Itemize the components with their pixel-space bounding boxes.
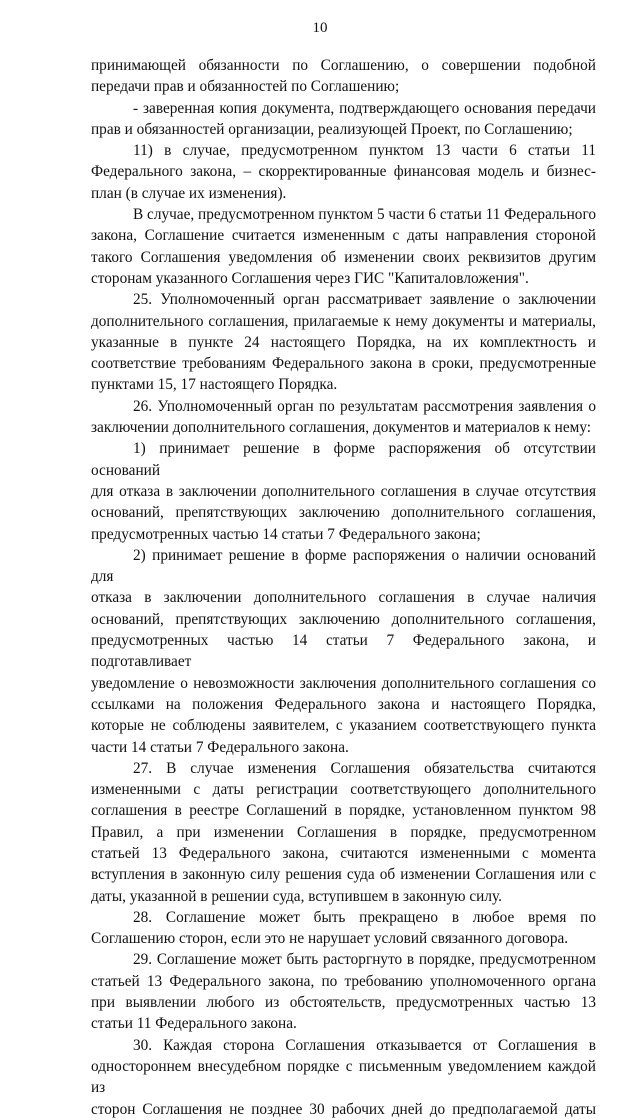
paragraph-line: дополнительного соглашения, прилагаемые к нему документы и материалы, — [91, 312, 596, 330]
paragraph-line: части 14 статьи 7 Федерального закона. — [91, 738, 349, 756]
paragraph-line: Федерального закона, – скорректированные финансовая модель и бизнес- — [91, 163, 596, 181]
paragraph-line: одностороннем внесудебном порядке с письменным уведомлением каждой из — [91, 1057, 596, 1097]
paragraph-line: для отказа в заключении дополнительного соглашения в случае отсутствия — [91, 482, 596, 500]
paragraph-line: статьи 11 Федерального закона. — [91, 1015, 297, 1033]
paragraph-line: предусмотренных частью 14 статьи 7 Федерального закона; — [91, 525, 481, 543]
paragraph-line: закона, Соглашение считается измененным с даты направления стороной — [91, 227, 596, 245]
paragraph-line: статьей 13 Федерального закона, считаются измененными с момента — [91, 844, 596, 862]
paragraph-line: Соглашению сторон, если это не нарушает условий связанного договора. — [91, 930, 569, 948]
paragraph-line: которые не соблюдены заявителем, с указанием соответствующего пункта — [91, 717, 596, 735]
paragraph-line: 1) принимает решение в форме распоряжения об отсутствии оснований — [91, 440, 596, 479]
paragraph-line: 26. Уполномоченный орган по результатам рассмотрения заявления о — [133, 397, 596, 415]
paragraph-line: при выявлении любого из обстоятельств, предусмотренных частью 13 — [91, 994, 596, 1012]
paragraph-line: оснований, препятствующих заключению дополнительного соглашения, — [91, 610, 596, 628]
paragraph-line: В случае, предусмотренном пунктом 5 части 6 статьи 11 Федерального — [133, 206, 596, 224]
paragraph-line: пунктами 15, 17 настоящего Порядка. — [91, 376, 338, 394]
paragraph-line: передачи прав и обязанностей по Соглашению; — [91, 78, 400, 96]
paragraph-line: соглашения в реестре Соглашений в порядке, установленном пунктом 98 — [91, 802, 596, 820]
page-number: 10 — [312, 20, 328, 36]
paragraph-line: 29. Соглашение может быть расторгнуто в порядке, предусмотренном — [133, 951, 596, 969]
paragraph-line: сторонам указанного Соглашения через ГИС "Капиталовложения". — [91, 269, 529, 287]
paragraph-line: даты, указанной в решении суда, вступившем в законную силу. — [91, 887, 502, 905]
paragraph-line: оснований, препятствующих заключению дополнительного соглашения, — [91, 504, 596, 522]
paragraph-line: статьей 13 Федерального закона, по требованию уполномоченного органа — [91, 972, 596, 990]
paragraph-line: измененными с даты регистрации соответствующего дополнительного — [91, 781, 596, 799]
paragraph-line: отказа в заключении дополнительного соглашения в случае наличия — [91, 589, 596, 607]
document-body — [91, 55, 596, 1120]
paragraph-line: вступления в законную силу решения суда об изменении Соглашения или с — [91, 866, 596, 884]
paragraph-line: указанные в пункте 24 настоящего Порядка, на их комплектность и — [91, 333, 596, 351]
paragraph-line: такого Соглашения уведомления об изменении своих реквизитов другим — [91, 248, 596, 266]
paragraph-line: 28. Соглашение может быть прекращено в любое время по — [133, 908, 596, 926]
paragraph-line: план (в случае их изменения). — [91, 184, 287, 202]
paragraph-line: Правил, а при изменении Соглашения в порядке, предусмотренном — [91, 823, 596, 841]
paragraph-line: принимающей обязанности по Соглашению, о совершении подобной — [91, 57, 596, 74]
paragraph-line: 25. Уполномоченный орган рассматривает заявление о заключении — [133, 291, 596, 309]
paragraph-line: сторон Соглашения не позднее 30 рабочих дней до предполагаемой даты — [91, 1100, 596, 1118]
paragraph-line: уведомление о невозможности заключения дополнительного соглашения со — [91, 674, 596, 692]
paragraph-line: соответствие требованиям Федерального закона в сроки, предусмотренные — [91, 355, 596, 373]
paragraph-line: 2) принимает решение в форме распоряжения о наличии оснований для — [91, 546, 596, 586]
paragraph-line: прав и обязанностей организации, реализующей Проект, по Соглашению; — [91, 120, 573, 138]
paragraph-line: ссылками на положения Федерального закона и настоящего Порядка, — [91, 695, 596, 713]
paragraph-line: предусмотренных частью 14 статьи 7 Федерального закона, и подготавливает — [91, 632, 596, 671]
paragraph-line: 30. Каждая сторона Соглашения отказывается от Соглашения в — [133, 1036, 596, 1054]
paragraph-line: заключении дополнительного соглашения, документов и материалов к нему: — [91, 419, 592, 437]
paragraph-line: 11) в случае, предусмотренном пунктом 13 части 6 статьи 11 — [133, 142, 596, 160]
paragraph-line: 27. В случае изменения Соглашения обязательства считаются — [133, 759, 596, 777]
paragraph-line: - заверенная копия документа, подтверждающего основания передачи — [133, 99, 596, 117]
